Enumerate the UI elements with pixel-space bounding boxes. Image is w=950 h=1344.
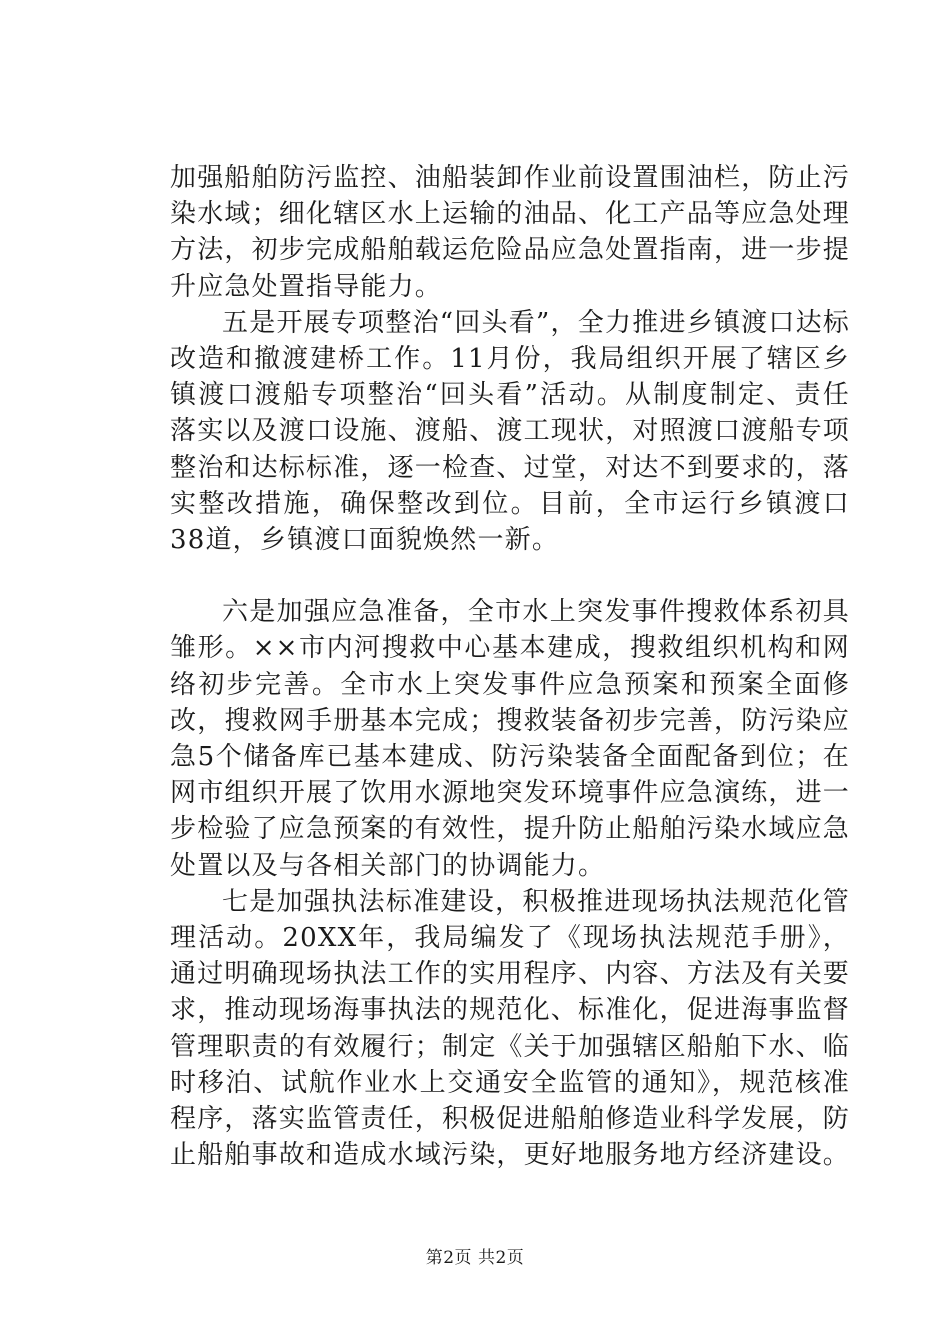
- document-body: [170, 160, 850, 1173]
- paragraph-item-7: 七是加强执法标准建设，积极推进现场执法规范化管理活动。20XX年，我局编发了《现场执法规范手册》，通过明确现场执法工作的实用程序、内容、方法及有关要求，推动现场海事执法的规范化、标准化，促进海事监督管理职责的有效履行；制定《关于加强辖区船舶下水、临时移泊、试航作业水上交通安全监管的通知》，规范核准程序，落实监管责任，积极促进船舶修造业科学发展，防止船舶事故和造成水域污染，更好地服务地方经济建设。: [170, 886, 851, 1171]
- page-number-footer: 第2页 共2页: [425, 1248, 525, 1268]
- paragraph-item-5: 五是开展专项整治“回头看”，全力推进乡镇渡口达标改造和撤渡建桥工作。11月份，我局组织开展了辖区乡镇渡口渡船专项整治“回头看”活动。从制度制定、责任落实以及渡口设施、渡船、渡工现状，对照渡口渡船专项整治和达标标准，逐一检查、过堂，对达不到要求的，落实整改措施，确保整改到位。目前，全市运行乡镇渡口38道，乡镇渡口面貌焕然一新。: [170, 307, 851, 556]
- paragraph-item-6: 六是加强应急准备，全市水上突发事件搜救体系初具雏形。××市内河搜救中心基本建成，搜救组织机构和网络初步完善。全市水上突发事件应急预案和预案全面修改，搜救网手册基本完成；搜救装备初步完善，防污染应急5个储备库已基本建成、防污染装备全面配备到位；在网市组织开展了饮用水源地突发环境事件应急演练，进一步检验了应急预案的有效性，提升防止船舶污染水域应急处置以及与各相关部门的协调能力。: [170, 597, 851, 881]
- paragraph-continuation: 加强船舶防污监控、油船装卸作业前设置围油栏，防止污染水域；细化辖区水上运输的油品、化工产品等应急处理方法，初步完成船舶载运危险品应急处置指南，进一步提升应急处置指导能力。: [170, 163, 851, 302]
- paragraph-spacer: [170, 558, 850, 594]
